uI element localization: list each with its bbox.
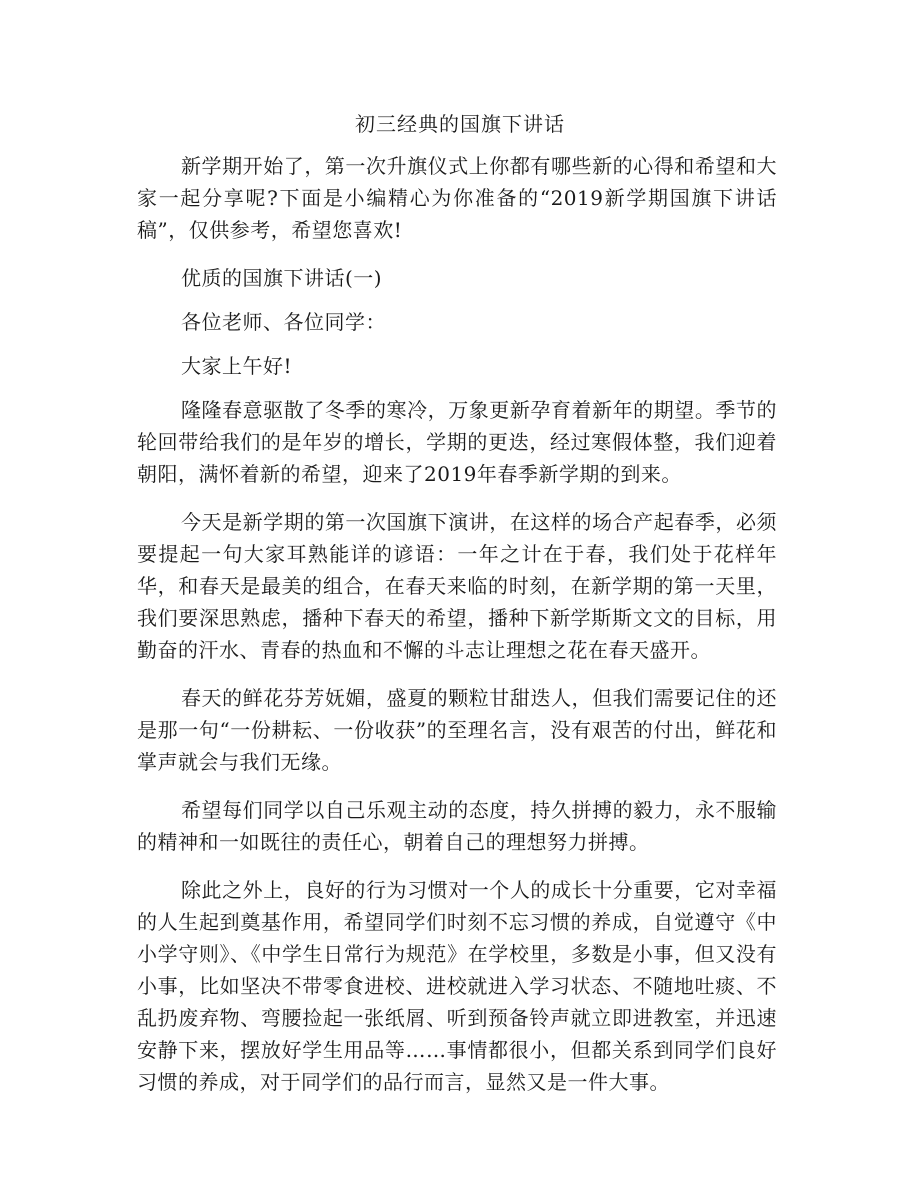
document-title: 初三经典的国旗下讲话 (355, 112, 565, 136)
paragraph-flowers: 春天的鲜花芬芳妩媚，盛夏的颗粒甘甜迭人，但我们需要记住的还是那一句“一份耕耘、一份收获”的至理名言，没有艰苦的付出，鲜花和掌声就会与我们无缘。 (137, 686, 777, 774)
paragraph-hope: 希望每们同学以自己乐观主动的态度，持久拼搏的毅力，永不服输的精神和一如既往的责任心，朝着自己的理想努力拼搏。 (137, 798, 777, 854)
document-body (137, 150, 777, 1114)
paragraph-salutation: 各位老师、各位同学： (181, 310, 386, 334)
paragraph-habits: 除此之外上，良好的行为习惯对一个人的成长十分重要，它对幸福的人生起到奠基作用，希望同学们时刻不忘习惯的养成，自觉遵守《中小学守则》、《中学生日常行为规范》在学校里，多数是小事，但又没有小事，比如坚决不带零食进校、进校就进入学习状态、不随地吐痰、不乱扔废弃物、弯腰捡起一张纸屑、听到预备铃声就立即进教室，并迅速安静下来，摆放好学生用品等……事情都很小，但都关系到同学们良好习惯的养成，对于同学们的品行而言，显然又是一件大事。 (137, 878, 777, 1094)
paragraph-speech: 今天是新学期的第一次国旗下演讲，在这样的场合产起春季，必须要提起一句大家耳熟能详的谚语：一年之计在于春，我们处于花样年华，和春天是最美的组合，在春天来临的时刻，在新学期的第一天里，我们要深思熟虑，播种下春天的希望，播种下新学斯斯文文的目标，用勤奋的汗水、青春的热血和不懈的斗志让理想之花在春天盛开。 (137, 510, 777, 662)
paragraph-greeting: 大家上午好! (181, 354, 293, 378)
paragraph-intro: 新学期开始了，第一次升旗仪式上你都有哪些新的心得和希望和大家一起分享呢?下面是小编精心为你准备的“2019新学期国旗下讲话稿”，仅供参考，希望您喜欢! (137, 154, 777, 242)
paragraph-spring: 隆隆春意驱散了冬季的寒冷，万象更新孕育着新年的期望。季节的轮回带给我们的是年岁的增长，学期的更迭，经过寒假体整，我们迎着朝阳，满怀着新的希望，迎来了2019年春季新学期的到来。 (137, 398, 777, 486)
paragraph-subheading: 优质的国旗下讲话(一) (181, 266, 383, 290)
